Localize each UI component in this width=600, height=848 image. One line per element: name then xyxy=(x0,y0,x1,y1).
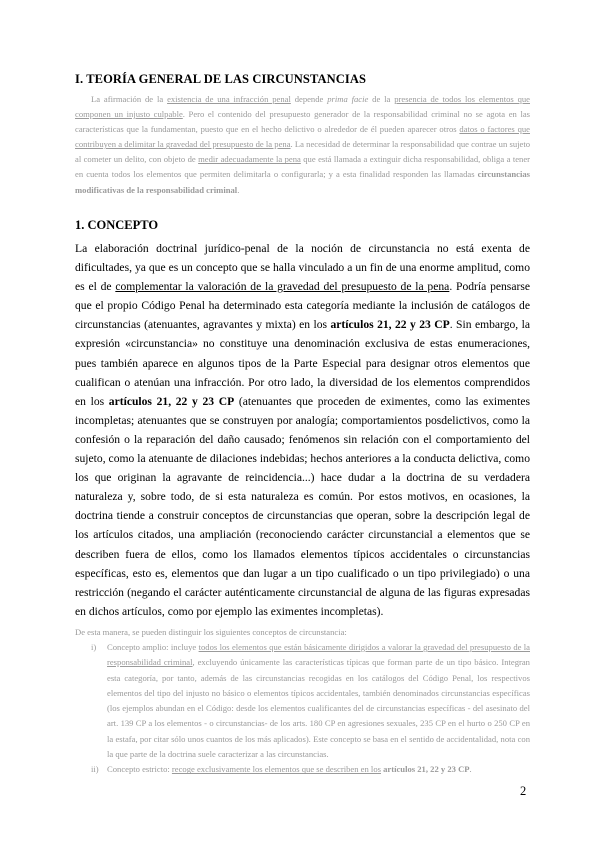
concepto-paragraph xyxy=(75,239,530,621)
list-item-underline: todos los elementos que están básicamente dirigidos a valorar la gravedad del presupuesto de la responsabilidad criminal xyxy=(107,642,530,668)
body-text: La elaboración doctrinal jurídico-penal de la noción de circunstancia no está exenta de dificultades, ya que es un concepto que se halla vinculado a un fin de una enorme amplitud, como es el de xyxy=(75,242,530,294)
intro-text: . La necesidad de determinar la responsabilidad que contrae un sujeto al cometer un delito, con objeto de xyxy=(75,139,531,165)
section-heading-teoria-general: I. TEORÍA GENERAL DE LAS CIRCUNSTANCIAS xyxy=(75,72,367,86)
list-item-number: i) xyxy=(91,642,97,652)
intro-text: que está llamada a extinguir dicha responsabilidad, obliga a tener en cuenta todos los elementos que permiten delimitarla o configurarla; y a esta finalidad responden las llamadas xyxy=(75,154,530,180)
body-text: . Sin embargo, la expresión «circunstancia» no constituye una denominación exclusiva de estas enumeraciones, pues también aparece en algunos tipos de la Parte Especial para designar otros elementos que cualifican o atenúan una infracción. Por otro lado, la diversidad de los elementos comprendidos en los xyxy=(75,318,530,408)
section-heading-concepto: 1. CONCEPTO xyxy=(75,218,159,232)
intro-underline-medir-pena: medir adecuadamente la pena xyxy=(198,154,301,165)
list-item-concepto-amplio xyxy=(75,640,530,762)
list-item-text: , excluyendo únicamente las características típicas que forman parte de un tipo básico. Integran esta categoría, por tanto, además de las circunstancias recogidas en los catálogos del Código Penal, los respectivos elementos del tipo del injusto no básico o elementos típicos accidentales, también denominados circunstancias específicas (los ejemplos abundan en el Código: desde los elementos cualificantes del de circunstancias específicas - del asesinato del art. 139 CP a los elementos - o circunstancias- de los arts. 180 CP en agresiones sexuales, 235 CP en el hurto o 250 CP en la estafa, por citar sólo unos cuantos de los más aplicados). Este concepto se basa en el sentido de accidentalidad, nota con la que parte de la doctrina suele caracterizar a las circunstancias. xyxy=(107,657,530,760)
intro-underline-datos-factores: datos o factores que contribuyen a delimitar la gravedad del presupuesto de la pena xyxy=(75,124,530,150)
intro-underline-existencia: existencia de una infracción penal xyxy=(167,94,291,104)
intro-underline-presencia: presencia de todos los elementos que componen un injusto culpable xyxy=(75,94,530,120)
list-item-text: Concepto estricto: xyxy=(107,764,172,775)
list-item-bold-articulos: artículos 21, 22 y 23 CP xyxy=(383,764,470,775)
body-text: (atenuantes que proceden de eximentes, como las eximentes incompletas; atenuantes que se construyen por analogía; comportamientos posdelictivos, como la confesión o la reparación del daño causado; fenómenos sin relación con el comportamiento del sujeto, como la atenuante de dilaciones indebidas; hechos anteriores a la conducta delictiva, como los que originan la agravante de reincidencia...) hace dudar a la doctrina de su verdadera naturaleza y, sobre todo, de si esta naturaleza es común. Por estos motivos, en ocasiones, la doctrina tiende a construir conceptos de circunstancias que operan, sobre la descripción legal de los artículos citados, una ampliación (reconociendo carácter circunstancial a elementos que se describen fuera de ellos, como los llamados elementos típicos accidentales o circunstancias específicas, esto es, elementos que dan lugar a un tipo cualificado o un tipo privilegiado) o una restricción (negando el carácter auténticamente circunstancial de alguna de las figuras expresadas en dichos artículos, como por ejemplo las eximentes incompletas). xyxy=(75,394,530,618)
intro-italic-prima-facie: prima facie xyxy=(327,94,369,104)
intro-text: depende xyxy=(290,94,328,104)
list-item-text: . xyxy=(469,764,472,775)
body-bold-articulos: artículos 21, 22 y 23 CP xyxy=(330,318,450,332)
intro-text: de la xyxy=(368,94,395,104)
body-bold-articulos: artículos 21, 22 y 23 CP xyxy=(108,394,235,408)
list-item-number: ii) xyxy=(91,764,99,775)
page-number: 2 xyxy=(520,784,527,798)
concepts-list xyxy=(75,640,530,778)
intro-bold-circunstancias: circunstancias modificativas de la responsabilidad criminal xyxy=(75,169,530,195)
list-item-concepto-estricto xyxy=(75,762,530,777)
intro-text: La afirmación de la xyxy=(91,94,168,104)
intro-paragraph xyxy=(75,92,530,198)
body-text: . Podría pensarse que el propio Código Penal ha determinado esta categoría mediante la inclusión de catálogos de circunstancias (atenuantes, agravantes y mixta) en los xyxy=(75,280,530,332)
body-underline-complementar: complementar la valoración de la gravedad del presupuesto de la pena xyxy=(115,280,450,294)
concepts-intro-text: De esta manera, se pueden distinguir los siguientes conceptos de circunstancia: xyxy=(75,627,347,637)
list-item-text: Concepto amplio: incluye xyxy=(107,642,199,652)
intro-text: . Pero el contenido del presupuesto generador de la responsabilidad criminal no se agota en las características que la fundamentan, puesto que en el hecho delictivo o alrededor de él pueden aparecer otros xyxy=(75,109,530,135)
list-item-underline: recoge exclusivamente los elementos que se describen en los xyxy=(171,764,381,775)
intro-text: . xyxy=(237,184,240,195)
